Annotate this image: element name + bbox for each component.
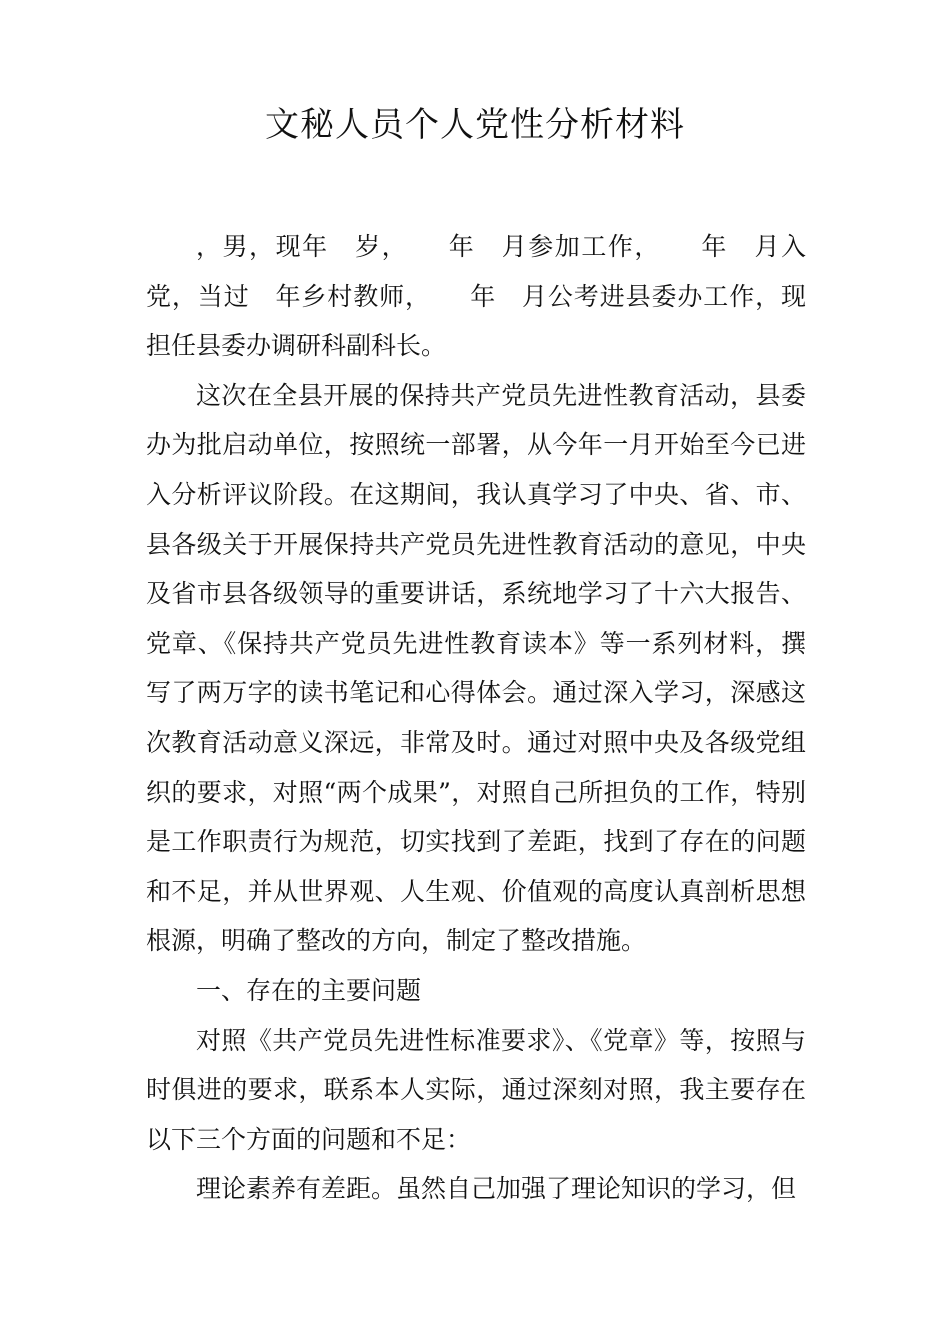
paragraph-problem-overview: 对照《共产党员先进性标准要求》、《党章》等，按照与时俱进的要求，联系本人实际，通过深刻对照，我主要存在以下三个方面的问题和不足： [146, 1025, 806, 1154]
document-title: 文秘人员个人党性分析材料 [265, 105, 685, 145]
paragraph-education-activity: 这次在全县开展的保持共产党员先进性教育活动，县委办为批启动单位，按照统一部署，从今年一月开始至今已进入分析评议阶段。在这期间，我认真学习了中央、省、市、县各级关于开展保持共产党员先进性教育活动的意见，中央及省市县各级领导的重要讲话，系统地学习了十六大报告、党章、《保持共产党员先进性教育读本》等一系列材料，撰写了两万字的读书笔记和心得体会。通过深入学习，深感这次教育活动意义深远，非常及时。通过对照中央及各级党组织的要求，对照“两个成果”，对照自己所担负的工作，特别是工作职责行为规范，切实找到了差距，找到了存在的问题和不足，并从世界观、人生观、价值观的高度认真剖析思想根源，明确了整改的方向，制定了整改措施。 [146, 380, 806, 956]
document-body [146, 222, 806, 1214]
paragraph-personal-info: ，男，现年 岁， 年 月参加工作， 年 月入党，当过 年乡村教师， 年 月公考进县委办工作，现担任县委办调研科副科长。 [146, 232, 806, 361]
section-heading-main-problems: 一、存在的主要问题 [196, 975, 422, 1005]
paragraph-theory-gap: 理论素养有差距。虽然自己加强了理论知识的学习，但 [196, 1174, 797, 1204]
